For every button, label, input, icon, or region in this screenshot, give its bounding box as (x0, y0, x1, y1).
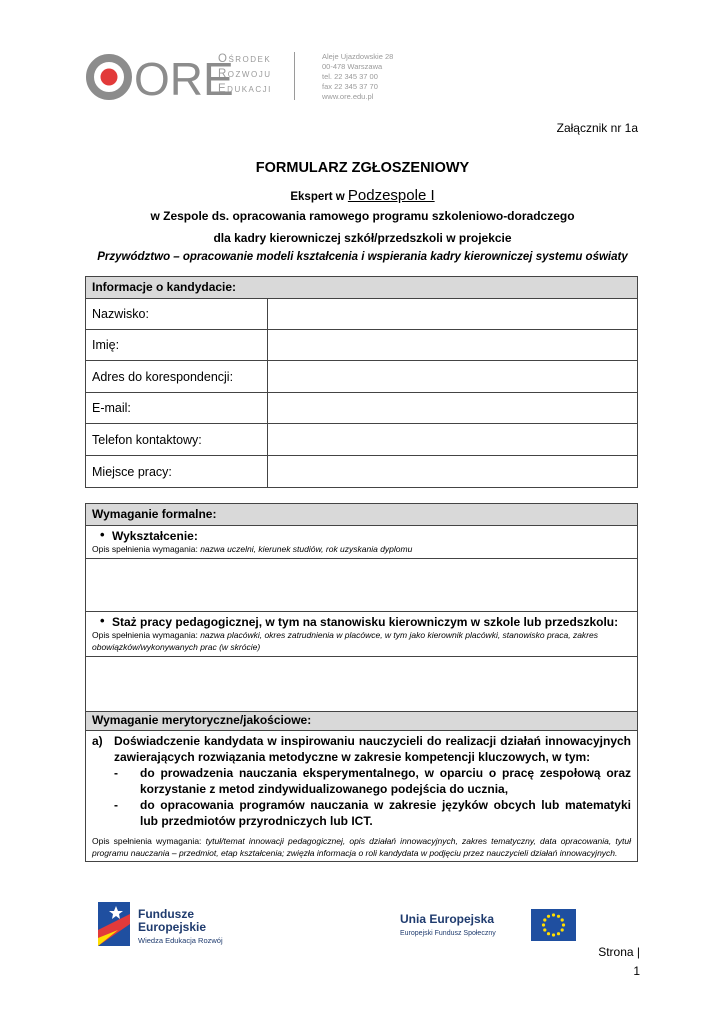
merit-item-1: do prowadzenia nauczania eksperymentalnego, w oparciu o pracę zespołową oraz korzystanie z metod zindywidualizowanego podejścia do ucznia, (140, 766, 631, 796)
merit-requirement: a) Doświadczenie kandydata w inspirowaniu nauczycieli do realizacji działań innowacyjnych zawierających rozwiązania metodyczne w zakresie kompetencji kluczowych, w tym: - do prowadzenia nauczania eksperymentalnego, w oparciu o pracę zespołową oraz korzystanie z metod zindywidualizowanego podejścia do ucznia, - do opracowania programów nauczania w zakresie języków obcych lub matematyki lub przedmiotów przyrodniczych lub ICT. (92, 734, 631, 828)
surname-field[interactable] (268, 299, 637, 329)
org-address: Aleje Ujazdowskie 28 00-478 Warszawa tel. 22 345 37 00 fax 22 345 37 70 www.ore.edu.pl (322, 52, 394, 101)
eu-logo (400, 907, 580, 947)
experience-field[interactable] (86, 656, 637, 712)
fundusze-europejskie-logo (98, 900, 248, 950)
requirements-table (85, 503, 638, 862)
ore-header (85, 50, 415, 110)
svg-text:Europejskie: Europejskie (138, 920, 207, 934)
education-field[interactable] (86, 558, 637, 612)
name-field[interactable] (268, 330, 637, 360)
surname-label: Nazwisko: (86, 299, 268, 329)
svg-text:Europejski Fundusz Społeczny: Europejski Fundusz Społeczny (400, 930, 496, 937)
svg-text:Unia Europejska: Unia Europejska (400, 912, 495, 926)
table-row (86, 393, 637, 424)
experience-desc: Opis spełnienia wymagania: nazwa placówki, okres zatrudnienia w placówce, w tym jako kierownik placówki, stanowisko praca, zakres obowiązków/wykonywanych prac (w skrócie) (92, 630, 598, 652)
header-divider (294, 52, 295, 100)
education-title: • Wykształcenie: (86, 526, 637, 543)
page-number: Strona | 1 (598, 945, 640, 978)
name-label: Imię: (86, 330, 268, 360)
table-row (86, 361, 637, 393)
workplace-label: Miejsce pracy: (86, 456, 268, 487)
svg-text:Fundusze: Fundusze (138, 907, 194, 921)
target-line: dla kadry kierowniczej szkół/przedszkoli w projekcie (213, 231, 512, 245)
ore-logo-text: ORE (134, 53, 234, 105)
candidate-table (85, 276, 638, 488)
formal-header: Wymaganie formalne: (86, 504, 637, 526)
email-field[interactable] (268, 393, 637, 423)
project-line: Przywództwo – opracowanie modeli kształcenia i wspierania kadry kierowniczej systemu oświaty (97, 251, 628, 263)
svg-text:Wiedza Edukacja Rozwój: Wiedza Edukacja Rozwój (138, 936, 223, 945)
phone-field[interactable] (268, 424, 637, 455)
table-row (86, 330, 637, 361)
form-title: FORMULARZ ZGŁOSZENIOWY (255, 160, 470, 176)
ore-logo (85, 50, 234, 105)
table-row (86, 424, 637, 456)
education-desc: Opis spełnienia wymagania: nazwa uczelni, kierunek studiów, rok uzyskania dyplomu (92, 544, 413, 554)
experience-title: • Staż pracy pedagogicznej, w tym na stanowisku kierowniczym w szkole lub przedszkolu: (86, 612, 637, 629)
merit-item-2: do opracowania programów nauczania w zakresie języków obcych lub matematyki lub przedmiotów przyrodniczych lub ICT. (140, 798, 631, 828)
team-line: w Zespole ds. opracowania ramowego programu szkoleniowo-doradczego (150, 209, 575, 223)
address-label: Adres do korespondencji: (86, 361, 268, 392)
phone-label: Telefon kontaktowy: (86, 424, 268, 455)
merit-a-text: Doświadczenie kandydata w inspirowaniu nauczycieli do realizacji działań innowacyjnych zawierających rozwiązania metodyczne w zakresie kompetencji kluczowych, w tym: (114, 734, 631, 764)
org-names: Ośrodek Rozwoju Edukacji (218, 53, 272, 95)
email-label: E-mail: (86, 393, 268, 423)
merit-header: Wymaganie merytoryczne/jakościowe: (86, 712, 637, 731)
table-row (86, 456, 637, 487)
workplace-field[interactable] (268, 456, 637, 487)
table-row (86, 299, 637, 330)
merit-desc: Opis spełnienia wymagania: tytuł/temat innowacji pedagogicznej, opis działań innowacyjnych, zakres tematyczny, data opracowania, tytuł programu nauczania – przedmiot, etap kształcenia; zwięzła informacja o roli kandydata w podjęciu przez nauczycieli działań innowacyjnych. (92, 836, 631, 858)
address-field[interactable] (268, 361, 637, 392)
form-subtitle: Ekspert w Podzespole I (290, 187, 435, 204)
candidate-header: Informacje o kandydacie: (86, 277, 637, 299)
attachment-label: Załącznik nr 1a (556, 121, 638, 135)
